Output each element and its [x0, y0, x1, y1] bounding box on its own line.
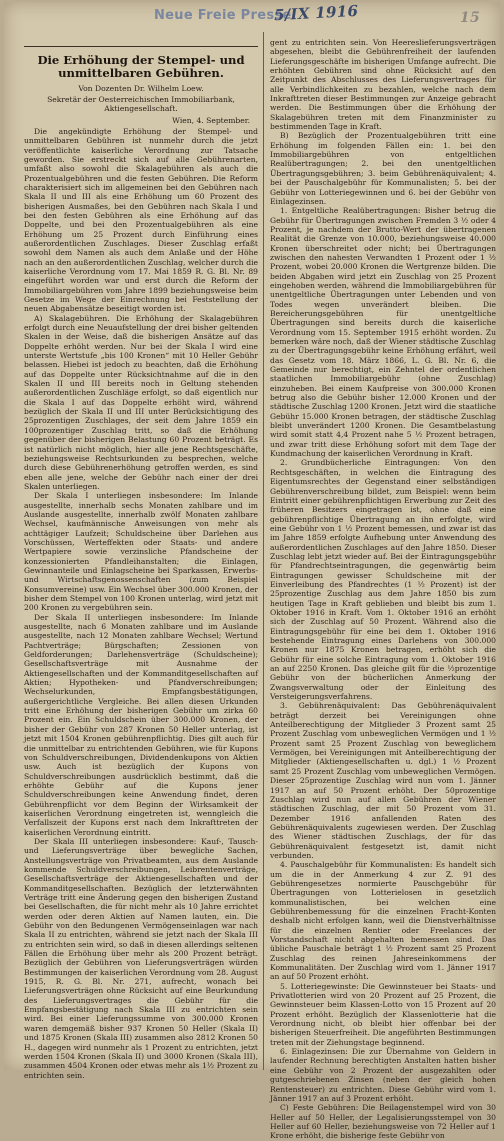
author-affiliation: Sekretär der Oesterreichischen Immobiliarbank, Aktiengesellschaft. — [47, 95, 235, 114]
paragraph: 1. Entgeltliche Realübertragungen: Bisher betrug die Gebühr für Übertragungen zwischen Fremden 3 ½ oder 4 Prozent, je nachdem der Brutto-Wert der übertragenen Realität die Grenze von 10.000, beziehungsweise 40.000 Kronen überschreitet oder nicht; bei Übertragungen zwischen den nahesten Verwandten 1 Prozent oder 1 ½ Prozent, wobei 20.000 Kronen die Wertgrenze bilden. Die beiden Abgaben wird jetzt ein Zuschlag von 25 Prozent eingehoben werden, während die Immobiliargebühren für unentgeltliche Übertragungen unter Lebenden und von Todes wegen unverändert bleiben. Die Bereicherungsgebühren für unentgeltliche Übertragungen sind bereits durch die kaiserliche Verordnung vom 15. September 1915 erhöht worden. Zu bemerken wäre noch, daß der Wiener städtische Zuschlag zu der Übertragungsgebühr keine Erhöhung erfährt, weil das Gesetz vom 18. März 1866, L. G. Bl. Nr. 6, die Gemeinde nur berechtigt, ein Zehntel der ordentlichen staatlichen Immobiliargebühr (ohne Zuschlag) einzuheben. Bei einem Kaufpreise von 300.000 Kronen betrug also die Gebühr bisher 12.000 Kronen und der städtische Zuschlag 1200 Kronen. Jetzt wird die staatliche Gebühr 15.000 Kronen betragen, der städtische Zuschlag bleibt unverändert 1200 Kronen. Die Gesamtbelastung wird somit statt 4,4 Prozent nahe 5 ½ Prozent betragen, und zwar tritt diese Erhöhung sofort mit dem Tage der Kundmachung der kaiserlichen Verordnung in Kraft. — [270, 206, 496, 459]
paragraph: B) Bezüglich der Prozentualgebühren tritt eine Erhöhung im folgenden Fällen ein: 1. bei den Immobiliargebühren von entgeltlichen Realübertragungen; 2. bei den unentgeltlichen Übertragungsgebühren; 3. beim Gebührenäquivalent; 4. bei der Pauschalgebühr für Kommunalisten; 5. bei der Gebühr von Lotteriegewinnen und 6. bei der Gebühr von Einlagezinsen. — [270, 131, 496, 206]
paragraph: 6. Einlagezinsen: Die zur Übernahme von Geldern in laufender Rechnung berechtigten Anstalten hatten bisher eine Gebühr von 2 Prozent der ausgezahlten oder gutgeschriebenen Zinsen (neben der gleich hohen Rentensteuer) zu entrichten. Diese Gebühr wird vom 1. Jänner 1917 an auf 3 Prozent erhöht. — [270, 1047, 496, 1103]
paragraph: Der Skala III unterliegen insbesondere: Kauf-, Tausch- und Lieferungsverträge über bewegliche Sachen, Anstellungsverträge von Privatbeamten, aus dem Auslande kommende Schuldverschreibungen, Leibrentenverträge, Gesellschaftsverträge der Aktiengesellschaften und der Kommanditgesellschaften. Bezüglich der letzterwähnten Verträge tritt eine Änderung gegen den bisherigen Zustand bei Gesellschaften, die für nicht mehr als 10 Jahre errichtet werden oder deren Aktien auf Namen lauten, ein. Die Gebühr von den Bedungenen Vermögenseinlagen war nach Skala II zu entrichten, während sie jetzt nach der Skala III zu entrichten sein wird, so daß in diesen allerdings seltenen Fällen die Erhöhung über mehr als 200 Prozent beträgt. Bezüglich der Gebühren von Lieferungsverträgen würden Bestimmungen der kaiserlichen Verordnung vom 28. August 1915, R. G. Bl. Nr. 271, aufrecht, wonach bei Lieferungsverträgen ohne Rücksicht auf eine Beurkundung des Lieferungsvertrages die Gebühr für die Empfangsbestätigung nach Skala III zu entrichten sein wird. Bei einer Lieferungssumme von 300.000 Kronen waren demgemäß bisher 937 Kronen 50 Heller (Skala II) und 1875 Kronen (Skala III) zusammen also 2812 Kronen 50 H., dagegen wird nunmehr als 1 Prozent zu entrichten, jetzt werden 1504 Kronen (Skala II) und 3000 Kronen (Skala III), zusammen 4504 Kronen oder etwas mehr als 1½ Prozent zu entrichten sein. — [24, 836, 258, 1080]
author-line: Von Dozenten Dr. Wilhelm Loew. — [78, 84, 204, 93]
dateline: Wien, 4. September. — [172, 115, 250, 125]
paragraph: A) Skalagebühren. Die Erhöhung der Skalagebühren erfolgt durch eine Neuaufstellung der drei bisher geltenden Skalen in der Weise, daß die bisherigen Ansätze auf das Doppelte erhöht werden. Nur bei der Skala I wird eine unterste Wertstufe „bis 100 Kronen“ mit 10 Heller Gebühr belassen. Hiebei ist jedoch zu beachten, daß die Erhöhung auf das Doppelte unter Rücksichtnahme auf die in den Skalen II und III bereits noch in Geltung stehenden außerordentlichen Zuschläge erfolgt, so daß eigentlich nur die Skala I auf das Doppelte erhöht wird, während bezüglich der Skala II und III unter Berücksichtigung des 25prozentigen Zuschlages, der seit dem Jahre 1859 ein 100prozentiger Zuschlag tritt, so daß die Erhöhung gegenüber der bisherigen Belastung 60 Prozent beträgt. Es ist natürlich nicht möglich, hier alle jene Rechtsgeschäfte, beziehungsweise Rechtsurkunden zu besprechen, welche durch diese Gebührenerhöhung getroffen werden, es sind eben alle jene, welche der Gebühr nach einer der drei Skalen unterliegen. — [24, 313, 258, 491]
column-divider — [263, 32, 264, 1070]
newspaper-name-stamp: Neue Freie Presse — [154, 8, 292, 23]
paragraph: C) Feste Gebühren: Die Beilagenstempel wird von 30 Heller auf 50 Heller, der Legalisierungsstempel von 30 Heller auf 60 Heller, beziehungsweise von 72 Heller auf 1 Krone erhöht, die bisherige feste Gebühr von — [270, 1103, 496, 1141]
paragraph: gent zu entrichten sein. Von Heereslieferungsverträgen abgesehen, bleibt die Gebührenfreiheit der laufenden Lieferungsgeschäfte im bisherigen Umfange aufrecht. Die erhöhten Gebühren sind ohne Rücksicht auf den Zeitpunkt des Abschlusses des Lieferungsvertrages für alle Verbindlichkeiten zu bezahlen, welche nach dem Inkrafttreten dieser Bestimmungen zur Anzeige gebracht werden. Die Bestimmungen über die Erhöhung der Skalagebühren treten mit dem Finanzminister zu bestimmenden Tage in Kraft. — [270, 38, 496, 132]
page-number: 15 — [459, 10, 480, 26]
right-column — [270, 38, 496, 1141]
column-top-rule — [24, 46, 258, 47]
paragraph: Der Skala I unterliegen insbesondere: Im Inlande ausgestellte, innerhalb sechs Monaten zahlbare und im Auslande ausgestellte, innerhalb zwölf Monaten zahlbare Wechsel, kaufmännische Anweisungen von mehr als achttägiger Laufzeit; Schuldscheine über Darlehen aus Vorschüssen, Werteffekten oder Staats- und andere Wertpapiere sowie verzinsliche Pfandscheine der konzessionierten Pfandleihanstalten; die Einlagen, Gewinnanteile und Einlagscheine bei Sparkassen, Erwerbs- und Wirtschaftsgenossenschaften (zum Beispiel Konsumvereine) usw. Ein Wechsel über 300.000 Kronen, der bisher dem Stempel von 100 Kronen unterlag, wird jetzt mit 200 Kronen zu vergebühren sein. — [24, 491, 258, 613]
paragraph: 4. Pauschalgebühr für Kommunalisten: Es handelt sich um die in der Anmerkung 4 zur Z. 91 des Gebührengesetzes normierte Pauschgebühr für Übertragungen von Lotterielosen in gesetzlich kommunalistischen, bei welchen eine Gebührenbemessung für die einzelnen Fracht-Konten deshalb nicht erfolgen kann, weil die Dienstverhältnisse für die einzelnen Rentier oder Freelances der Vorstandschaft nicht abgehalten bemessen sind. Das übliche Pauschale beträgt 1 ½ Prozent samt 25 Prozent Zuschlag des reinen Jahreseinkommens der Kommunalitäten. Der Zuschlag wird vom 1. Jänner 1917 an auf 50 Prozent erhöht. — [270, 860, 496, 982]
paragraph: 3. Gebührenäquivalent: Das Gebührenäquivalent beträgt derzeit bei Vereinigungen ohne Anteilberechtigung der Mitglieder 3 Prozent samt 25 Prozent Zuschlag vom unbeweglichen Vermögen und 1 ½ Prozent samt 25 Prozent Zuschlag von beweglichem Vermögen, bei Vereinigungen mit Anteilberechtigung der Mitglieder (Aktiengesellschaften u. dgl.) 1 ½ Prozent samt 25 Prozent Zuschlag vom unbeweglichen Vermögen. Dieser 25prozentige Zuschlag wird nun vom 1. Jänner 1917 an auf 50 Prozent erhöht. Der 50prozentige Zuschlag wird nun auf allen Gebühren der Wiener städtischen Zuschlag, der mit 50 Prozent vom 31. Dezember 1916 anfallenden Raten des Gebührenäquivalents zugewiesen werden. Der Zuschlag des Wiener städtischen Zuschlags, der für das Gebührenäquivalent festgesetzt ist, damit nicht verbunden. — [270, 701, 496, 860]
paragraph: 2. Grundbücherliche Eintragungen: Von den Rechtsgeschäften, in welchen die Eintragung des Eigentumsrechtes der Gegenstand einer selbständigen Gebührenverschreibung bildet, zum Beispiel: wenn beim Eintritt einer gebührenpflichtigen Erwerbung zur Zeit des früheren Besitzers eingetragen ist, ohne daß eine gebührenpflichtige Übertragung an ihn erfolgte, wird eine Gebühr von 1 ½ Prozent bemessen, und zwar ist das im Jahre 1859 erfolgte Aufhebung unter Anwendung des außerordentlichen Zuschlages auf den Jahre 1850. Dieser Zuschlag lebt jetzt wieder auf. Bei der Eintragungsgebühr für Pfandrechtseintragungen, die gegenwärtig beim Eintragungen gewisser Schuldscheine mit der Einverleibung des Pfandrechtes (1 ½ Prozent) ist der 25prozentige Zuschlag aus dem Jahre 1850 bis zum heutigen Tage in Kraft geblieben und bleibt bis zum 1. Oktober 1916 in Kraft. Vom 1. Oktober 1916 an erhöht sich der Zuschlag auf 50 Prozent. Während also die Eintragungsgebühr für eine bei dem 1. Oktober 1916 bestehende Eintragung eines Darlehens von 300.000 Kronen nur 1875 Kronen betragen, erhöht sich die Gebühr für eine solche Eintragung vom 1. Oktober 1916 an auf 2250 Kronen. Das gleiche gilt für die ½prozentige Gebühr von der bücherlichen Anmerkung der Zwangsverwaltung oder der Einleitung des Versteigerungsverfahrens. — [270, 458, 496, 702]
paragraph: Die angekündigte Erhöhung der Stempel- und unmittelbaren Gebühren ist nunmehr durch die jetzt veröffentlichte kaiserliche Verordnung zur Tatsache geworden. Sie erstreckt sich auf alle Gebührenarten, umfaßt also sowohl die Skalagebühren als auch die Prozentualgebühren und die festen Gebühren. Die Reform charakterisiert sich im allgemeinen bei den Gebühren nach Skala II und III als eine Erhöhung um 60 Prozent des bisherigen Ausmaßes, bei den Gebühren nach Skala I und bei den festen Gebühren als eine Erhöhung auf das Doppelte, und bei den Prozentualgebühren als eine Erhöhung um 25 Prozent durch Einführung eines außerordentlichen Zuschlages. Dieser Zuschlag erfaßt sowohl dem Namen als auch dem Anlaße und der Höhe nach an den außerordentlichen Zuschlag, welcher durch die kaiserliche Verordnung vom 17. Mai 1859 R. G. Bl. Nr. 89 eingeführt worden war und erst durch die Reform der Immobiliargebühren vom Jahre 1899 beziehungsweise beim Gesetze im Wege der Einrechnung bei Feststellung der neuen Abgabensätze beseitigt worden ist. — [24, 126, 258, 314]
paragraph: 5. Lotteriegewinste: Die Gewinnsteuer bei Staats- und Privatlotterien wird von 20 Prozent auf 25 Prozent, die Gewinnsteuer beim Klassen-Lotto von 15 Prozent auf 20 Prozent erhöht. Bezüglich der Klassenlotterie hat die Verordnung nicht, ob bleibt hier offenbar bei der bisherigen Steuerfreiheit. Die angeführten Bestimmungen treten mit der Ziehungstage beginnend. — [270, 981, 496, 1047]
newspaper-clipping — [4, 1, 500, 1141]
paragraph: Der Skala II unterliegen insbesondere: Im Inlande ausgestellte, nach 6 Monaten zahlbare und im Auslande ausgestellte, nach 12 Monaten zahlbare Wechsel; Wertund Pachtverträge; Bürgschaften; Zessionen von Geldforderungen; Darlehensverträge (Schuldscheine); Gesellschaftsverträge mit Ausnahme der Aktiengesellschaften und der Kommanditgesellschaften auf Aktien; Hypotheken- und Pfandverschreibungen; Wechselurkunden, Empfangsbestätigungen, außergerichtliche Vergleiche. Bei allen diesen Urkunden tritt eine Erhöhung der bisherigen Gebühr um zirka 60 Prozent ein. Ein Schuldschein über 300.000 Kronen, der bisher der Gebühr von 287 Kronen 50 Heller unterlag, ist jetzt mit 1504 Kronen gebührenpflichtig. Dies gilt auch für die unmittelbar zu entrichtenden Gebühren, wie für Kupons von Schuldverschreibungen, Dividendenkupons von Aktien usw. Auch ist bezüglich der Kupons von Schuldverschreibungen ausdrücklich bestimmt, daß die erhöhte Gebühr auf die Kupons jener Schuldverschreibungen keine Anwendung findet, deren Gebührenpflicht vor dem Beginn der Wirksamkeit der kaiserlichen Verordnung eingetreten ist, wenngleich die Verfallszeit der Kupons erst nach dem Inkrafttreten der kaiserlichen Verordnung eintritt. — [24, 612, 258, 837]
article-title: Die Erhöhung der Stempel- und unmittelbaren Gebühren. — [37, 53, 245, 80]
handwritten-date: 5/IX 1916 — [273, 1, 359, 25]
left-column — [24, 50, 258, 1080]
